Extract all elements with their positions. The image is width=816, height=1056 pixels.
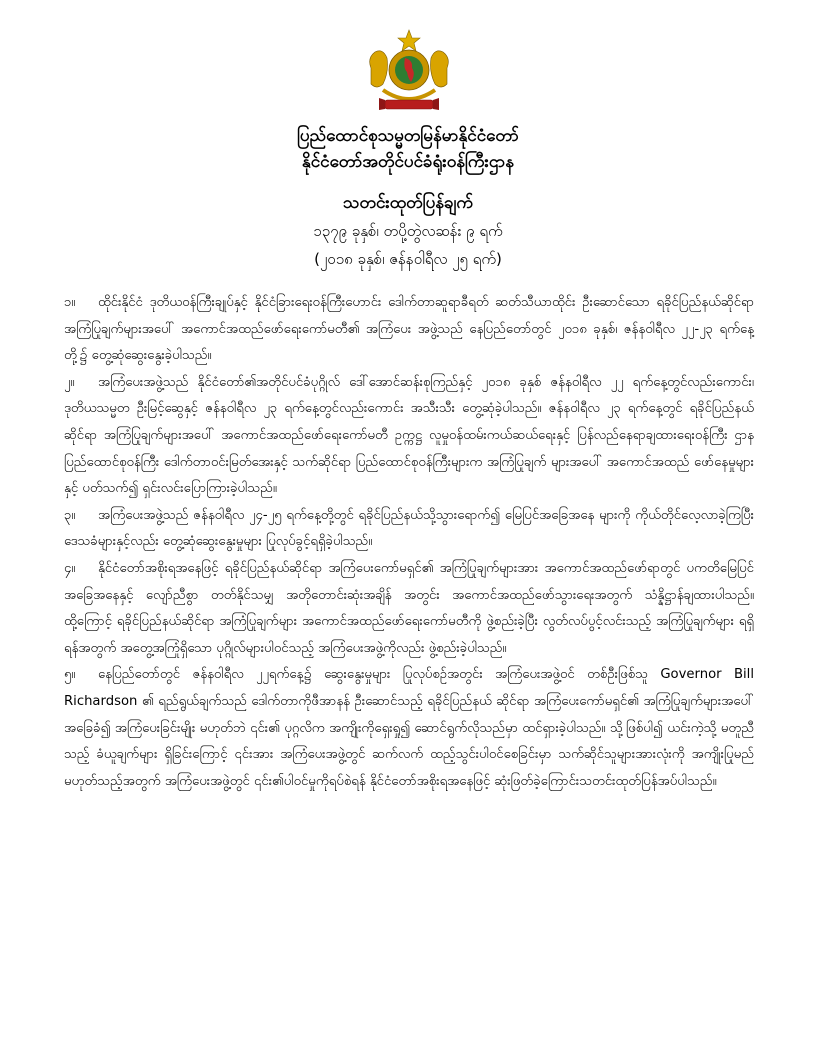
paragraph-number: ၁။	[64, 295, 76, 310]
paragraph-number: ၂။	[64, 374, 75, 390]
press-release-title: သတင်းထုတ်ပြန်ချက်	[343, 193, 473, 213]
paragraph-2	[64, 370, 754, 503]
paragraph-4	[64, 556, 754, 662]
paragraph-1	[64, 290, 754, 370]
paragraph-5	[64, 662, 754, 795]
press-release-body	[64, 290, 754, 795]
gregorian-date: (၂၀၁၈ ခုနှစ်၊ ဇန်နဝါရီလ ၂၅ ရက်)	[314, 250, 502, 268]
paragraph-text: အကြံပေးအဖွဲ့သည် နိုင်ငံတော်၏အတိုင်ပင်ခံပုဂ္ဂိုလ် ဒေါ်အောင်ဆန်းစုကြည်နှင့် ၂၀၁၈ ခုနှစ် ဇန်နဝါရီလ ၂၂ ရက်နေ့တွင်လည်းကောင်း၊ ဒုတိယသမ္မတ ဦးမြင့်ဆွေနှင့် ဇန်နဝါရီလ ၂၃ ရက်နေ့တွင်လည်းကောင်း အသီးသီး တွေ့ဆုံခဲ့ပါသည်။ ဇန်နဝါရီလ ၂၃ ရက်နေ့တွင် ရခိုင်ပြည်နယ်ဆိုင်ရာ အကြံပြုချက်များအပေါ် အကောင်အထည်ဖော်ရေးကော်မတီ ဥက္ကဋ္ဌ လူမှုဝန်ထမ်းကယ်ဆယ်ရေးနှင့် ပြန်လည်နေရာချထားရေးဝန်ကြီး ဌာန ပြည်ထောင်စုဝန်ကြီး ဒေါက်တာဝင်းမြတ်အေးနှင့် သက်ဆိုင်ရာ ပြည်ထောင်စုဝန်ကြီးများက အကြံပြုချက် များအပေါ် အကောင်အထည် ဖော်နေမှုများနှင့် ပတ်သက်၍ ရှင်းလင်းပြောကြားခဲ့ပါသည်။	[64, 374, 754, 497]
myanmar-calendar-date: ၁၃၇၉ ခုနှစ်၊ တပို့တွဲလဆန်း ၉ ရက်	[313, 222, 503, 240]
paragraph-text: နေပြည်တော်တွင် ဇန်နဝါရီလ ၂၂ရက်နေ့၌ ဆွေးနွေးမှုများ ပြုလုပ်စဉ်အတွင်း အကြံပေးအဖွဲ့ဝင် တစ်ဦးဖြစ်သူ Governor Bill Richardson ၏ ရည်ရွယ်ချက်သည် ဒေါက်တာကိုဖီအာနန် ဦးဆောင်သည့် ရခိုင်ပြည်နယ် ဆိုင်ရာ အကြံပေးကော်မရှင်၏ အကြံပြုချက်များအပေါ် အခြေခံ၍ အကြံပေးခြင်းမျိုး မဟုတ်ဘဲ ၎င်း၏ ပုဂ္ဂလိက အကျိုးကိုရှေးရှု၍ ဆောင်ရွက်လိုသည်မှာ ထင်ရှားခဲ့ပါသည်။ သို့ဖြစ်ပါ၍ ယင်းကဲ့သို့ မတူညီသည့် ခံယူချက်များ ရှိခြင်းကြောင့် ၎င်းအား အကြံပေးအဖွဲ့တွင် ဆက်လက် ထည့်သွင်းပါဝင်စေခြင်းမှာ သက်ဆိုင်သူများအားလုံးကို အကျိုးပြုမည်မဟုတ်သည့်အတွက် အကြံပေးအဖွဲ့တွင် ၎င်း၏ပါဝင်မှုကိုရပ်စဲရန် နိုင်ငံတော်အစိုးရအနေဖြင့် ဆုံးဖြတ်ခဲ့ကြောင်းသတင်းထုတ်ပြန်အပ်ပါသည်။	[64, 667, 754, 789]
paragraph-number: ၃။	[64, 507, 76, 523]
myanmar-state-seal-icon	[363, 28, 455, 118]
paragraph-3	[64, 503, 754, 556]
ministry-title-line-1: ပြည်ထောင်စုသမ္မတမြန်မာနိုင်ငံတော်	[297, 126, 519, 146]
paragraph-number: ၅။	[64, 667, 76, 683]
paragraph-text: နိုင်ငံတော်အစိုးရအနေဖြင့် ရခိုင်ပြည်နယ်ဆိုင်ရာ အကြံပေးကော်မရှင်၏ အကြံပြုချက်များအား အကောင်အထည်ဖော်ရာတွင် ပကတိမြေပြင်အခြေအနေနှင့် လျော်ညီစွာ တတ်နိုင်သမျှ အတိုတောင်းဆုံးအချိန် အတွင်း အကောင်အထည်ဖော်သွားရေးအတွက် သံန္နိဋ္ဌာန်ချထားပါသည်။ ထို့ကြောင့် ရခိုင်ပြည်နယ်ဆိုင်ရာ အကြံပြုချက်များ အကောင်အထည်ဖော်ရေးကော်မတီကို ဖွဲ့စည်းခဲ့ပြီး လွတ်လပ်ပွင့်လင်းသည့် အကြံပြုချက်များ ရရှိရန်အတွက် အတွေ့အကြုံရှိသော ပုဂ္ဂိုလ်များပါဝင်သည့် အကြံပေးအဖွဲ့ကိုလည်း ဖွဲ့စည်းခဲ့ပါသည်။	[64, 560, 754, 656]
ministry-title-line-2: နိုင်ငံတော်အတိုင်ပင်ခံရုံးဝန်ကြီးဌာန	[301, 152, 515, 172]
paragraph-text: ထိုင်းနိုင်ငံ ဒုတိယဝန်ကြီးချုပ်နှင့် နိုင်ငံခြားရေးဝန်ကြီးဟောင်း ဒေါက်တာဆူရာခီရတ် ဆတ်သီယာထိုင်း ဦးဆောင်သော ရခိုင်ပြည်နယ်ဆိုင်ရာ အကြံပြုချက်များအပေါ် အကောင်အထည်ဖော်ရေးကော်မတီ၏ အကြံပေး အဖွဲ့သည် နေပြည်တော်တွင် ၂၀၁၈ ခုနှစ်၊ ဇန်နဝါရီလ ၂၂-၂၃ ရက်နေ့တို့၌ တွေ့ဆုံဆွေးနွေးခဲ့ပါသည်။	[64, 295, 754, 364]
paragraph-number: ၄။	[64, 560, 76, 576]
paragraph-text: အကြံပေးအဖွဲ့သည် ဇန်နဝါရီလ ၂၄-၂၅ ရက်နေ့တို့တွင် ရခိုင်ပြည်နယ်သို့သွားရောက်၍ မြေပြင်အခြေအနေ များကို ကိုယ်တိုင်လေ့လာခဲ့ကြပြီး ဒေသခံများနှင့်လည်း တွေ့ဆုံဆွေးနွေးမှုများ ပြုလုပ်ခွင့်ရရှိခဲ့ပါသည်။	[64, 507, 754, 550]
